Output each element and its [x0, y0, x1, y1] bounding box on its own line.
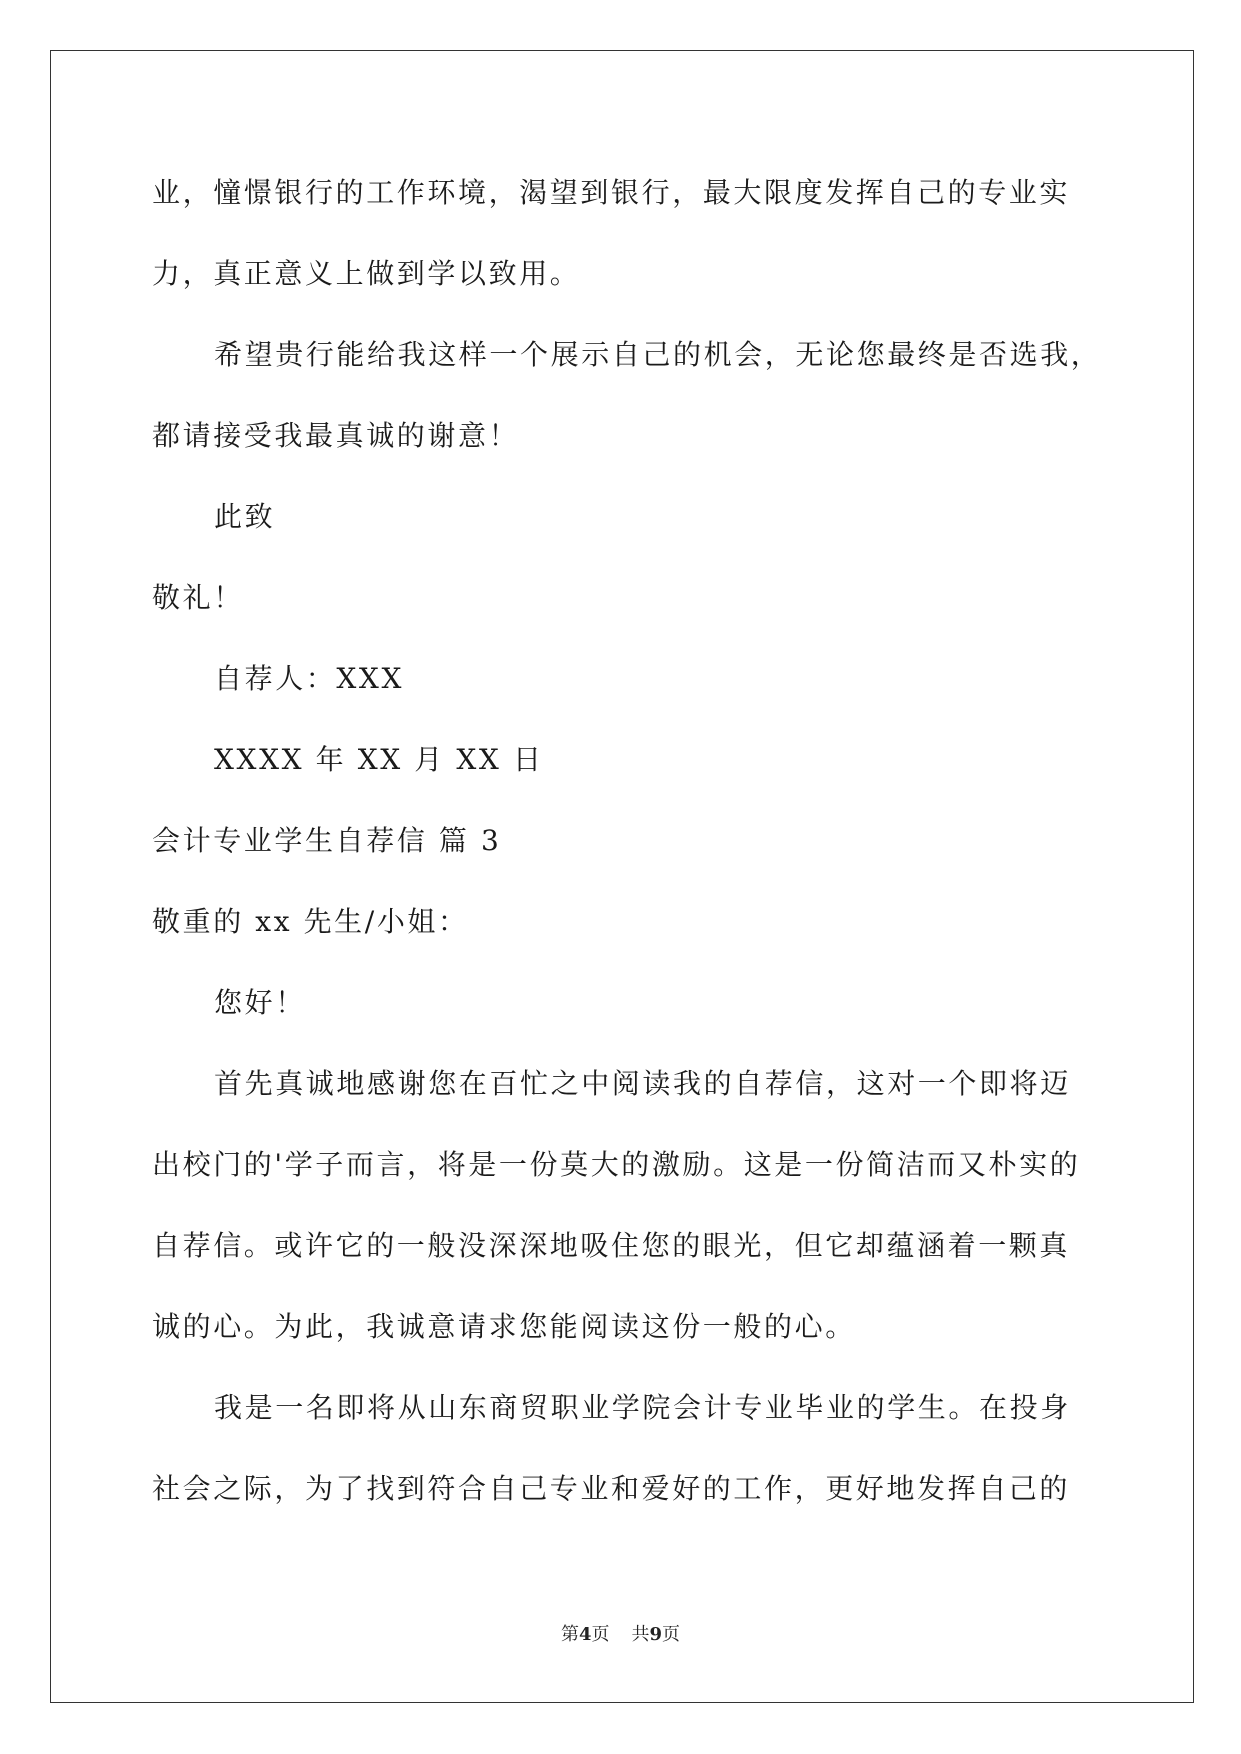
date-line: XXXX 年 XX 月 XX 日 — [214, 743, 544, 776]
paragraph-line: 出校门的'学子而言，将是一份莫大的激励。这是一份简洁而又朴实的 — [152, 1148, 1081, 1181]
paragraph-line: 社会之际，为了找到符合自己专业和爱好的工作，更好地发挥自己的 — [152, 1472, 1071, 1505]
total-pages-suffix: 页 — [662, 1624, 681, 1645]
page-number-suffix: 页 — [591, 1624, 610, 1645]
paragraph-line: 首先真诚地感谢您在百忙之中阅读我的自荐信，这对一个即将迈 — [214, 1067, 1071, 1100]
paragraph-line: 诚的心。为此，我诚意请求您能阅读这份一般的心。 — [152, 1310, 856, 1343]
page-number-prefix: 第 — [560, 1624, 579, 1645]
greeting-line: 敬重的 xx 先生/小姐： — [152, 905, 469, 938]
paragraph-line: 都请接受我最真诚的谢意！ — [152, 419, 520, 452]
paragraph-line: 我是一名即将从山东商贸职业学院会计专业毕业的学生。在投身 — [214, 1391, 1071, 1424]
page-border — [50, 50, 1194, 1703]
current-page-number: 4 — [578, 1624, 592, 1645]
closing-respects: 敬礼！ — [152, 581, 244, 614]
total-page-count: 9 — [649, 1624, 663, 1645]
signature-line: 自荐人：XXX — [214, 662, 405, 695]
paragraph-line: 自荐信。或许它的一般没深深地吸住您的眼光，但它却蕴涵着一颗真 — [152, 1229, 1071, 1262]
closing-salutation: 此致 — [214, 500, 276, 533]
greeting-hello: 您好！ — [214, 986, 306, 1019]
total-pages-prefix: 共 — [631, 1624, 650, 1645]
paragraph-line: 业，憧憬银行的工作环境，渴望到银行，最大限度发挥自己的专业实 — [152, 176, 1071, 209]
paragraph-line: 力，真正意义上做到学以致用。 — [152, 257, 581, 290]
page-footer — [0, 1623, 1241, 1647]
paragraph-line: 希望贵行能给我这样一个展示自己的机会，无论您最终是否选我， — [214, 338, 1102, 371]
section-heading: 会计专业学生自荐信 篇 3 — [152, 824, 502, 857]
